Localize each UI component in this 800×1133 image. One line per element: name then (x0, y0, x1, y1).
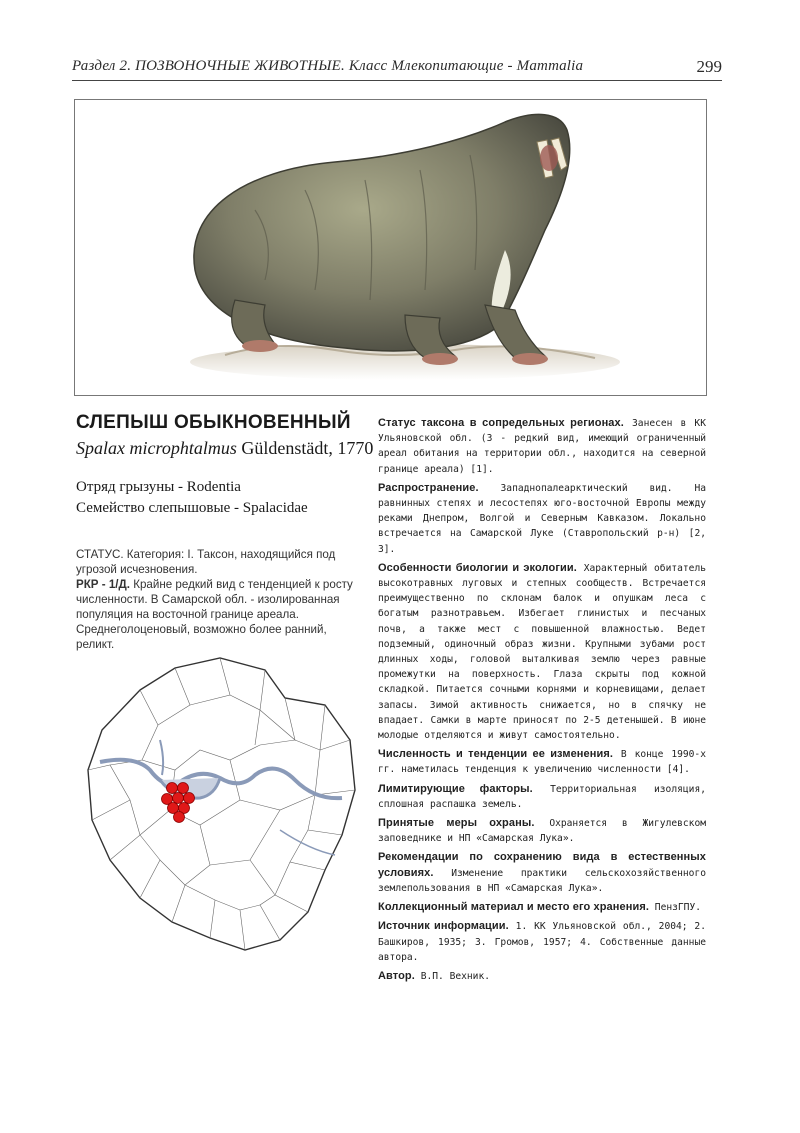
mole-rat-drawing (75, 100, 708, 397)
distribution-map (80, 650, 363, 955)
section-paragraph (378, 816, 706, 846)
region-outline (88, 658, 355, 950)
section-paragraph (378, 782, 706, 812)
section-text: Занесен в КК Ульяновской обл. (3 - редкий вид, имеющий ограниченный ареал обитания на территории обл., находится на северной границе ареала) [1]. (378, 418, 706, 475)
species-name-ru: СЛЕПЫШ ОБЫКНОВЕННЫЙ (76, 412, 351, 433)
taxonomy (76, 477, 366, 519)
running-header (72, 58, 722, 80)
order-line: Отряд грызуны - Rodentia (76, 479, 241, 495)
section-paragraph (378, 416, 706, 477)
species-name-latin (76, 438, 374, 459)
section-text: 1. КК Ульяновской обл., 2004; 2. Башкиров, 1935; 3. Громов, 1957; 4. Собственные данные автора. (378, 921, 706, 963)
section-heading: Коллекционный материал и место его хранения. (378, 901, 650, 914)
section-text: Изменение практики сельскохозяйственного землепользования в НП «Самарская Лука». (378, 867, 706, 894)
section-heading: Принятые меры охраны. (378, 817, 535, 830)
section-heading: Численность и тенденции ее изменения. (378, 748, 614, 761)
section-paragraph (378, 900, 706, 915)
section-paragraph (378, 481, 706, 557)
section-paragraph (378, 969, 706, 984)
section-paragraph (378, 561, 706, 743)
section-text: ПензГПУ. (654, 902, 702, 914)
section-text: Территориальная изоляция, сплошная распашка земель. (378, 783, 706, 810)
section-heading: Распространение. (378, 481, 479, 494)
section-text: В конце 1990-х гг. наметилась тенденция к увеличению численности [4]. (378, 749, 706, 776)
species-info (76, 412, 374, 652)
species-illustration (74, 99, 707, 396)
section-heading: Особенности биологии и экологии. (378, 561, 577, 574)
section-text: Характерный обитатель высокотравных луговых и степных сообществ. Встречается преимущественно по склонам балок и опушкам леса с богатым разнотравьем. Избегает глинистых и песчаных почв, а также мест с повышенной влажностью. Ведет подземный, одиночный образ жизни. Крупными зубами рост длинных ходы, головой выталкивая землю через равные промежутки на поверхность. Глаза скрыты под кожной складкой. Питается сочными корнями и корневищами, делает запасы. Зимой активность снижается, но в спячку не впадает. Самки в марте приносят по 2-5 детенышей. В июне молодые отделяются и живут самостоятельно. (378, 562, 706, 742)
rkr-text: Крайне редкий вид с тенденцией к росту численности. В Самарской обл. - изолированная популяция на восточной границе ареала. Среднеголоценовый, возможно более ранний, реликт. (76, 578, 353, 651)
author-year: Güldenstädt, 1770 (241, 438, 374, 458)
section-heading: Автор. (378, 969, 415, 982)
section-text: В.П. Вехник. (420, 970, 490, 982)
page-number: 299 (696, 57, 722, 76)
section-heading: Источник информации. (378, 920, 509, 933)
section-heading: Лимитирующие факторы. (378, 782, 533, 795)
map-svg (80, 650, 363, 955)
family-line: Семейство слепышовые - Spalacidae (76, 500, 308, 516)
latin-binomial: Spalax microphtalmus (76, 438, 237, 458)
section-paragraph (378, 850, 706, 896)
section-paragraph (378, 919, 706, 965)
status-text: Категория: I. Таксон, находящийся под угрозой исчезновения. (76, 548, 336, 576)
section-title: Раздел 2. ПОЗВОНОЧНЫЕ ЖИВОТНЫЕ. Класс Млекопитающие - Mammalia (72, 58, 584, 74)
species-description (378, 416, 706, 988)
section-text: Западнопалеарктический вид. На равнинных степях и лесостепях юго-восточной Европы между реками Днепром, Волгой и Северным Кавказом. Локально встречается на Самарской Луке (Ставропольский р-н) [2, 3]. (378, 482, 706, 555)
section-text: Охраняется в Жигулевском заповеднике и НП «Самарская Лука». (378, 818, 706, 845)
section-heading: Статус таксона в сопредельных регионах. (378, 417, 624, 429)
rkr-label: РКР - 1/Д. (76, 578, 130, 591)
section-paragraph (378, 747, 706, 777)
status-label: СТАТУС. (76, 548, 124, 561)
section-heading: Рекомендации по сохранению вида в естественных условиях. (378, 851, 706, 879)
header-rule (72, 80, 722, 81)
status-block (76, 547, 366, 652)
